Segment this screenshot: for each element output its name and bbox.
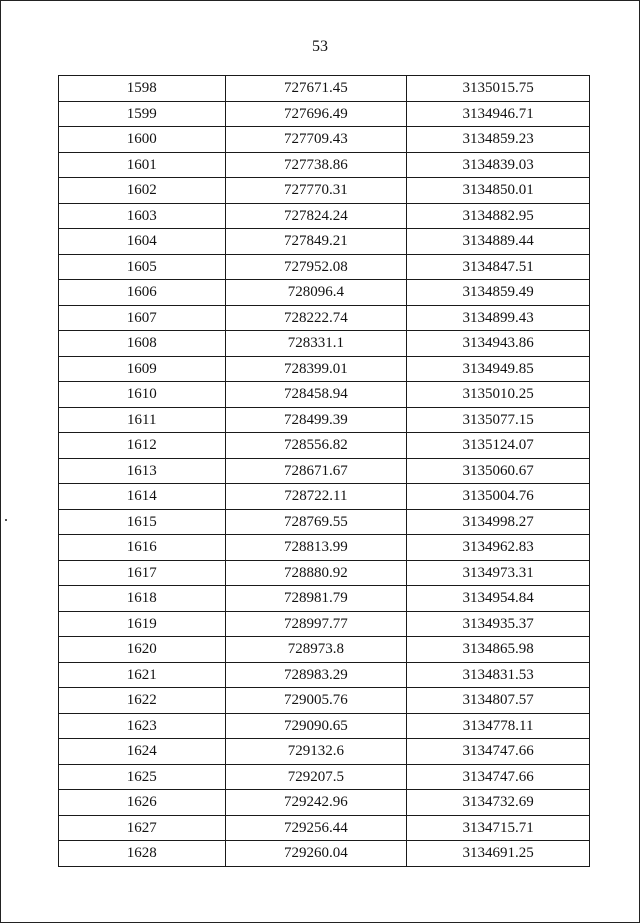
- y-coordinate-cell: 3134954.84: [407, 586, 590, 612]
- y-coordinate-cell: 3134778.11: [407, 713, 590, 739]
- table-row: [59, 535, 590, 561]
- x-coordinate-cell: 727770.31: [225, 178, 407, 204]
- x-coordinate-cell: 728499.39: [225, 407, 407, 433]
- point-number-cell: 1598: [59, 76, 226, 102]
- x-coordinate-cell: 729242.96: [225, 790, 407, 816]
- x-coordinate-cell: 727709.43: [225, 127, 407, 153]
- x-coordinate-cell: 728769.55: [225, 509, 407, 535]
- table-row: [59, 713, 590, 739]
- y-coordinate-cell: 3134839.03: [407, 152, 590, 178]
- table-row: [59, 152, 590, 178]
- point-number-cell: 1627: [59, 815, 226, 841]
- table-row: [59, 764, 590, 790]
- page-number: 53: [312, 38, 328, 55]
- y-coordinate-cell: 3134865.98: [407, 637, 590, 663]
- y-coordinate-cell: 3134732.69: [407, 790, 590, 816]
- point-number-cell: 1607: [59, 305, 226, 331]
- point-number-cell: 1624: [59, 739, 226, 765]
- point-number-cell: 1619: [59, 611, 226, 637]
- y-coordinate-cell: 3135010.25: [407, 382, 590, 408]
- point-number-cell: 1625: [59, 764, 226, 790]
- table-row: [59, 790, 590, 816]
- y-coordinate-cell: 3135077.15: [407, 407, 590, 433]
- point-number-cell: 1621: [59, 662, 226, 688]
- y-coordinate-cell: 3134889.44: [407, 229, 590, 255]
- table-row: [59, 101, 590, 127]
- table-row: [59, 305, 590, 331]
- y-coordinate-cell: 3134973.31: [407, 560, 590, 586]
- y-coordinate-cell: 3134859.49: [407, 280, 590, 306]
- point-number-cell: 1628: [59, 841, 226, 867]
- point-number-cell: 1623: [59, 713, 226, 739]
- table-row: [59, 280, 590, 306]
- x-coordinate-cell: 729090.65: [225, 713, 407, 739]
- point-number-cell: 1609: [59, 356, 226, 382]
- table-row: [59, 254, 590, 280]
- table-row: [59, 203, 590, 229]
- x-coordinate-cell: 728096.4: [225, 280, 407, 306]
- y-coordinate-cell: 3134747.66: [407, 739, 590, 765]
- table-row: [59, 178, 590, 204]
- x-coordinate-cell: 728331.1: [225, 331, 407, 357]
- y-coordinate-cell: 3134715.71: [407, 815, 590, 841]
- point-number-cell: 1617: [59, 560, 226, 586]
- table-row: [59, 76, 590, 102]
- x-coordinate-cell: 729256.44: [225, 815, 407, 841]
- y-coordinate-cell: 3134962.83: [407, 535, 590, 561]
- y-coordinate-cell: 3134949.85: [407, 356, 590, 382]
- y-coordinate-cell: 3134998.27: [407, 509, 590, 535]
- table-row: [59, 229, 590, 255]
- x-coordinate-cell: 728880.92: [225, 560, 407, 586]
- y-coordinate-cell: 3134691.25: [407, 841, 590, 867]
- table-row: [59, 637, 590, 663]
- table-row: [59, 815, 590, 841]
- table-row: [59, 560, 590, 586]
- table-row: [59, 433, 590, 459]
- scan-speck: [5, 519, 7, 521]
- point-number-cell: 1620: [59, 637, 226, 663]
- y-coordinate-cell: 3134747.66: [407, 764, 590, 790]
- x-coordinate-cell: 728981.79: [225, 586, 407, 612]
- x-coordinate-cell: 728813.99: [225, 535, 407, 561]
- table-row: [59, 611, 590, 637]
- table-row: [59, 688, 590, 714]
- table-row: [59, 509, 590, 535]
- point-number-cell: 1614: [59, 484, 226, 510]
- point-number-cell: 1610: [59, 382, 226, 408]
- table-row: [59, 841, 590, 867]
- table-row: [59, 382, 590, 408]
- table-row: [59, 356, 590, 382]
- point-number-cell: 1613: [59, 458, 226, 484]
- x-coordinate-cell: 727824.24: [225, 203, 407, 229]
- point-number-cell: 1603: [59, 203, 226, 229]
- y-coordinate-cell: 3134899.43: [407, 305, 590, 331]
- point-number-cell: 1599: [59, 101, 226, 127]
- y-coordinate-cell: 3134935.37: [407, 611, 590, 637]
- x-coordinate-cell: 729005.76: [225, 688, 407, 714]
- y-coordinate-cell: 3135015.75: [407, 76, 590, 102]
- y-coordinate-cell: 3134882.95: [407, 203, 590, 229]
- point-number-cell: 1618: [59, 586, 226, 612]
- y-coordinate-cell: 3134850.01: [407, 178, 590, 204]
- y-coordinate-cell: 3135060.67: [407, 458, 590, 484]
- point-number-cell: 1622: [59, 688, 226, 714]
- x-coordinate-cell: 728973.8: [225, 637, 407, 663]
- table-row: [59, 739, 590, 765]
- x-coordinate-cell: 729132.6: [225, 739, 407, 765]
- coordinate-table: [58, 75, 590, 867]
- point-number-cell: 1604: [59, 229, 226, 255]
- y-coordinate-cell: 3134807.57: [407, 688, 590, 714]
- point-number-cell: 1605: [59, 254, 226, 280]
- x-coordinate-cell: 729260.04: [225, 841, 407, 867]
- table-row: [59, 127, 590, 153]
- point-number-cell: 1616: [59, 535, 226, 561]
- y-coordinate-cell: 3134847.51: [407, 254, 590, 280]
- point-number-cell: 1626: [59, 790, 226, 816]
- y-coordinate-cell: 3134946.71: [407, 101, 590, 127]
- x-coordinate-cell: 727849.21: [225, 229, 407, 255]
- table-row: [59, 484, 590, 510]
- point-number-cell: 1601: [59, 152, 226, 178]
- point-number-cell: 1606: [59, 280, 226, 306]
- point-number-cell: 1608: [59, 331, 226, 357]
- x-coordinate-cell: 728399.01: [225, 356, 407, 382]
- point-number-cell: 1602: [59, 178, 226, 204]
- point-number-cell: 1611: [59, 407, 226, 433]
- x-coordinate-cell: 728671.67: [225, 458, 407, 484]
- x-coordinate-cell: 728983.29: [225, 662, 407, 688]
- y-coordinate-cell: 3134943.86: [407, 331, 590, 357]
- x-coordinate-cell: 728722.11: [225, 484, 407, 510]
- y-coordinate-cell: 3134831.53: [407, 662, 590, 688]
- y-coordinate-cell: 3134859.23: [407, 127, 590, 153]
- y-coordinate-cell: 3135124.07: [407, 433, 590, 459]
- point-number-cell: 1612: [59, 433, 226, 459]
- x-coordinate-cell: 727671.45: [225, 76, 407, 102]
- x-coordinate-cell: 728556.82: [225, 433, 407, 459]
- x-coordinate-cell: 727696.49: [225, 101, 407, 127]
- point-number-cell: 1600: [59, 127, 226, 153]
- table-row: [59, 407, 590, 433]
- x-coordinate-cell: 729207.5: [225, 764, 407, 790]
- table-row: [59, 586, 590, 612]
- table-row: [59, 662, 590, 688]
- y-coordinate-cell: 3135004.76: [407, 484, 590, 510]
- x-coordinate-cell: 728997.77: [225, 611, 407, 637]
- x-coordinate-cell: 728458.94: [225, 382, 407, 408]
- x-coordinate-cell: 727738.86: [225, 152, 407, 178]
- coordinate-table-body: [59, 76, 590, 867]
- point-number-cell: 1615: [59, 509, 226, 535]
- x-coordinate-cell: 728222.74: [225, 305, 407, 331]
- table-row: [59, 458, 590, 484]
- x-coordinate-cell: 727952.08: [225, 254, 407, 280]
- table-row: [59, 331, 590, 357]
